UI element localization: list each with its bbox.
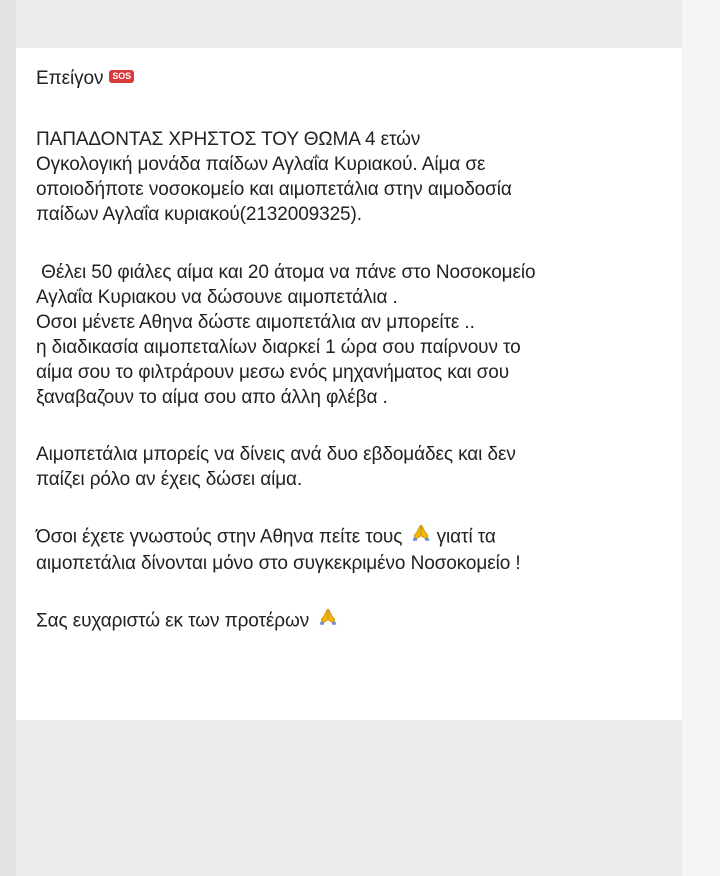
paragraph-4-line [36, 524, 676, 551]
paragraph-1-line: παίδων Αγλαΐα κυριακού(2132009325). [36, 204, 362, 225]
closing-text: Σας ευχαριστώ εκ των προτέρων [36, 610, 310, 632]
paragraph-1-line: Ογκολογική μονάδα παίδων Αγλαΐα Κυριακού. Αίμα σε [36, 154, 486, 175]
folded-hands-icon [411, 522, 431, 549]
left-edge [0, 0, 16, 876]
paragraph-2-line: ξαναβαζουν το αίμα σου απο άλλη φλέβα . [36, 387, 388, 408]
paragraph-2-line: η διαδικασία αιμοπεταλίων διαρκεί 1 ώρα σου παίρνουν το [36, 337, 521, 358]
closing-line [36, 608, 676, 635]
paragraph-1-line: οποιοδήποτε νοσοκομείο και αιμοπετάλια στην αιμοδοσία [36, 179, 512, 200]
paragraph-2-line: Οσοι μένετε Αθηνα δώστε αιμοπετάλια αν μπορείτε .. [36, 312, 475, 333]
paragraph-3 [36, 442, 676, 492]
paragraph-4 [36, 524, 676, 576]
post-header [36, 66, 676, 91]
folded-hands-icon [318, 606, 338, 633]
paragraph-2 [36, 260, 676, 410]
paragraph-4-text: Όσοι έχετε γνωστούς στην Αθηνα πείτε τους [36, 526, 403, 548]
post-card [16, 48, 682, 720]
right-edge [682, 0, 720, 876]
paragraph-1-line: ΠΑΠΑΔΟΝΤΑΣ ΧΡΗΣΤΟΣ ΤΟΥ ΘΩΜΑ 4 ετών [36, 129, 421, 150]
paragraph-1 [36, 127, 676, 227]
post-text [36, 66, 676, 635]
paragraph-3-line: Αιμοπετάλια μπορείς να δίνεις ανά δυο εβδομάδες και δεν [36, 444, 516, 465]
header-title: Επείγον [36, 68, 104, 89]
paragraph-2-line: Αγλαΐα Κυριακου να δώσουνε αιμοπετάλια . [36, 287, 398, 308]
sos-icon: SOS [109, 70, 134, 83]
paragraph-3-line: παίζει ρόλο αν έχεις δώσει αίμα. [36, 469, 303, 490]
paragraph-4-tail: γιατί τα [431, 526, 496, 548]
paragraph-2-line: Θέλει 50 φιάλες αίμα και 20 άτομα να πάνε στο Νοσοκομείο [36, 262, 536, 283]
paragraph-4-line: αιμοπετάλια δίνονται μόνο στο συγκεκριμένο Νοσοκομείο ! [36, 553, 521, 574]
paragraph-2-line: αίμα σου το φιλτράρουν μεσω ενός μηχανήματος και σου [36, 362, 510, 383]
